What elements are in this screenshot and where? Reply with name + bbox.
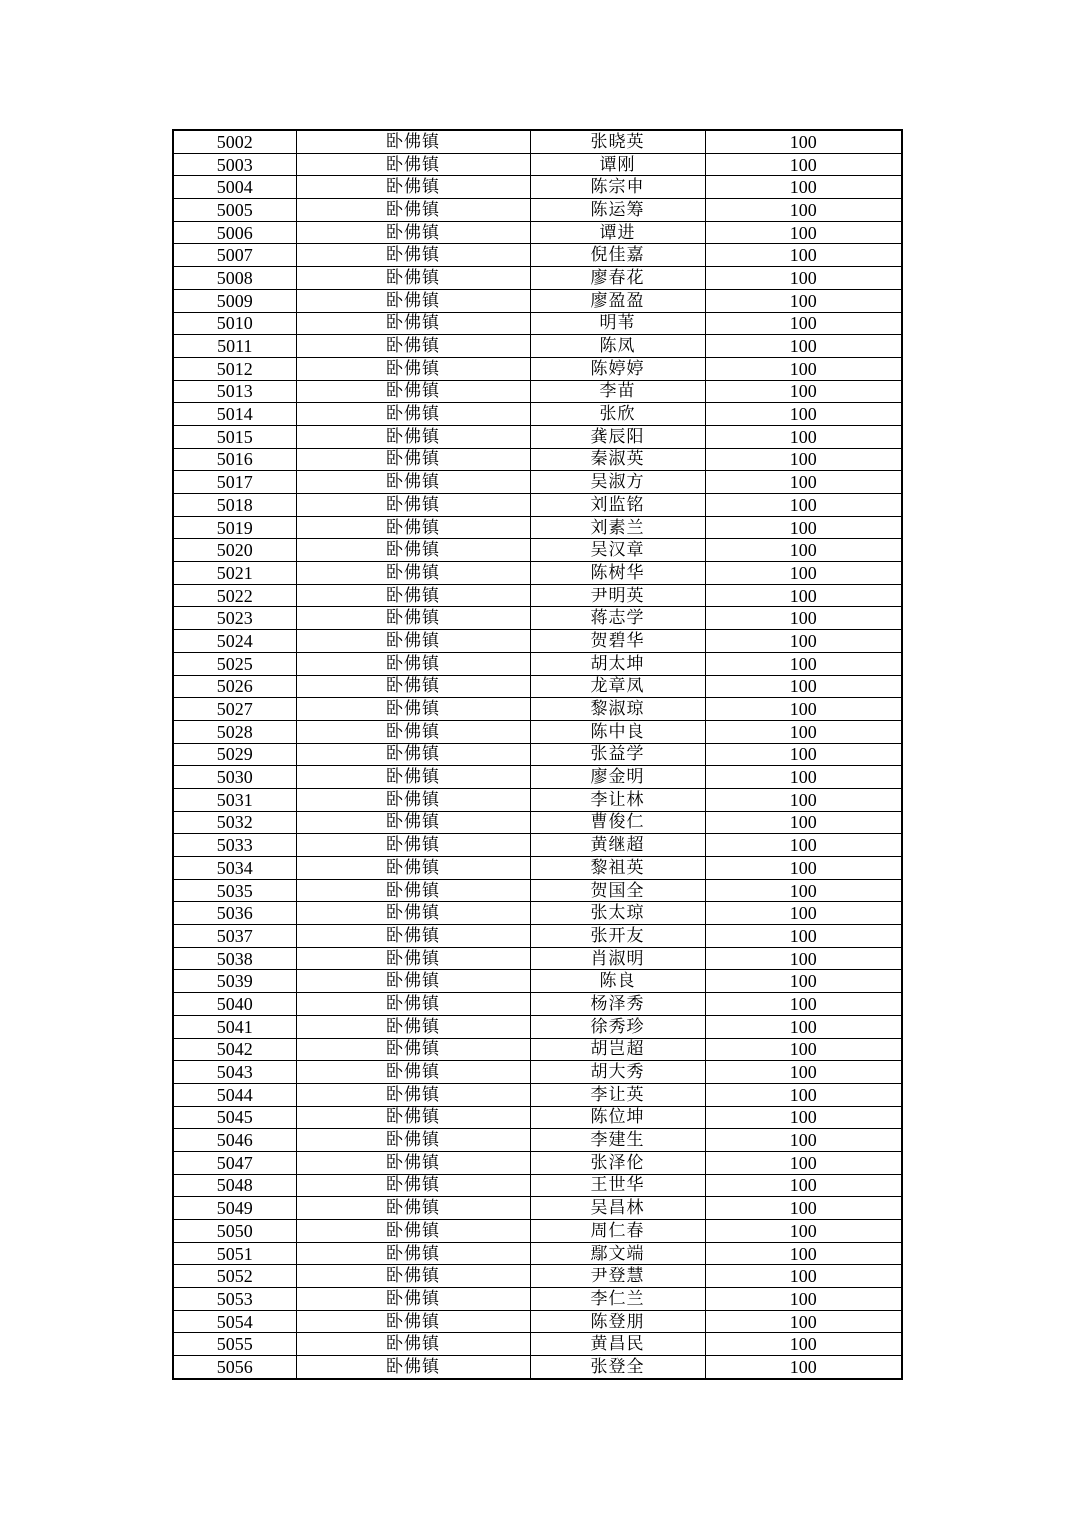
cell-amount: 100	[705, 516, 902, 539]
cell-town: 卧佛镇	[296, 1151, 530, 1174]
cell-town: 卧佛镇	[296, 1288, 530, 1311]
cell-amount: 100	[705, 1129, 902, 1152]
cell-amount: 100	[705, 811, 902, 834]
cell-amount: 100	[705, 448, 902, 471]
cell-town: 卧佛镇	[296, 425, 530, 448]
cell-name: 陈运筹	[530, 199, 705, 222]
cell-amount: 100	[705, 1265, 902, 1288]
cell-number: 5029	[173, 743, 296, 766]
cell-town: 卧佛镇	[296, 902, 530, 925]
table-row	[173, 947, 902, 970]
cell-town: 卧佛镇	[296, 720, 530, 743]
cell-amount: 100	[705, 1242, 902, 1265]
cell-amount: 100	[705, 1356, 902, 1379]
cell-number: 5003	[173, 153, 296, 176]
cell-amount: 100	[705, 289, 902, 312]
cell-name: 秦淑英	[530, 448, 705, 471]
cell-number: 5018	[173, 494, 296, 517]
cell-town: 卧佛镇	[296, 925, 530, 948]
cell-name: 廖金明	[530, 766, 705, 789]
table-row	[173, 380, 902, 403]
cell-number: 5017	[173, 471, 296, 494]
cell-name: 陈婷婷	[530, 357, 705, 380]
cell-amount: 100	[705, 312, 902, 335]
cell-name: 廖盈盈	[530, 289, 705, 312]
table-row	[173, 743, 902, 766]
table-row	[173, 766, 902, 789]
cell-number: 5006	[173, 221, 296, 244]
cell-number: 5039	[173, 970, 296, 993]
cell-town: 卧佛镇	[296, 1015, 530, 1038]
cell-amount: 100	[705, 380, 902, 403]
cell-amount: 100	[705, 743, 902, 766]
table-row	[173, 1015, 902, 1038]
table-row	[173, 471, 902, 494]
cell-name: 吴昌林	[530, 1197, 705, 1220]
cell-amount: 100	[705, 947, 902, 970]
cell-number: 5038	[173, 947, 296, 970]
table-row	[173, 970, 902, 993]
cell-name: 王世华	[530, 1174, 705, 1197]
cell-number: 5042	[173, 1038, 296, 1061]
cell-name: 徐秀珍	[530, 1015, 705, 1038]
cell-amount: 100	[705, 153, 902, 176]
table-row	[173, 652, 902, 675]
cell-amount: 100	[705, 1061, 902, 1084]
cell-town: 卧佛镇	[296, 380, 530, 403]
table-row	[173, 1197, 902, 1220]
table-row	[173, 1038, 902, 1061]
table-row	[173, 448, 902, 471]
cell-amount: 100	[705, 584, 902, 607]
cell-number: 5025	[173, 652, 296, 675]
table-row	[173, 1356, 902, 1379]
cell-name: 黄昌民	[530, 1333, 705, 1356]
cell-number: 5048	[173, 1174, 296, 1197]
table-row	[173, 153, 902, 176]
cell-town: 卧佛镇	[296, 743, 530, 766]
cell-number: 5022	[173, 584, 296, 607]
cell-number: 5054	[173, 1310, 296, 1333]
cell-number: 5005	[173, 199, 296, 222]
cell-town: 卧佛镇	[296, 947, 530, 970]
cell-name: 吴汉章	[530, 539, 705, 562]
cell-town: 卧佛镇	[296, 834, 530, 857]
cell-town: 卧佛镇	[296, 1265, 530, 1288]
cell-amount: 100	[705, 494, 902, 517]
cell-name: 谭刚	[530, 153, 705, 176]
cell-number: 5055	[173, 1333, 296, 1356]
cell-number: 5047	[173, 1151, 296, 1174]
cell-amount: 100	[705, 539, 902, 562]
cell-name: 张晓英	[530, 130, 705, 153]
cell-amount: 100	[705, 1197, 902, 1220]
cell-name: 李仁兰	[530, 1288, 705, 1311]
table-row	[173, 357, 902, 380]
cell-town: 卧佛镇	[296, 584, 530, 607]
table-row	[173, 698, 902, 721]
cell-amount: 100	[705, 199, 902, 222]
cell-town: 卧佛镇	[296, 1061, 530, 1084]
cell-town: 卧佛镇	[296, 1242, 530, 1265]
cell-amount: 100	[705, 720, 902, 743]
cell-number: 5044	[173, 1083, 296, 1106]
cell-name: 刘素兰	[530, 516, 705, 539]
cell-town: 卧佛镇	[296, 403, 530, 426]
cell-town: 卧佛镇	[296, 1310, 530, 1333]
cell-number: 5049	[173, 1197, 296, 1220]
table-row	[173, 630, 902, 653]
cell-town: 卧佛镇	[296, 652, 530, 675]
cell-town: 卧佛镇	[296, 630, 530, 653]
cell-town: 卧佛镇	[296, 1106, 530, 1129]
cell-number: 5043	[173, 1061, 296, 1084]
cell-amount: 100	[705, 1333, 902, 1356]
table-row	[173, 199, 902, 222]
table-row	[173, 1151, 902, 1174]
cell-name: 李建生	[530, 1129, 705, 1152]
table-row	[173, 494, 902, 517]
table-row	[173, 1220, 902, 1243]
cell-town: 卧佛镇	[296, 1197, 530, 1220]
cell-amount: 100	[705, 652, 902, 675]
table-row	[173, 1083, 902, 1106]
cell-town: 卧佛镇	[296, 675, 530, 698]
cell-amount: 100	[705, 267, 902, 290]
cell-name: 周仁春	[530, 1220, 705, 1243]
cell-amount: 100	[705, 857, 902, 880]
cell-town: 卧佛镇	[296, 698, 530, 721]
cell-amount: 100	[705, 698, 902, 721]
cell-amount: 100	[705, 357, 902, 380]
table-row	[173, 1333, 902, 1356]
cell-name: 龚辰阳	[530, 425, 705, 448]
cell-amount: 100	[705, 902, 902, 925]
cell-number: 5045	[173, 1106, 296, 1129]
table-row	[173, 335, 902, 358]
cell-number: 5004	[173, 176, 296, 199]
table-body	[173, 130, 902, 1379]
cell-number: 5028	[173, 720, 296, 743]
table-row	[173, 1265, 902, 1288]
cell-name: 陈位坤	[530, 1106, 705, 1129]
cell-number: 5033	[173, 834, 296, 857]
cell-number: 5007	[173, 244, 296, 267]
cell-town: 卧佛镇	[296, 788, 530, 811]
cell-name: 李让林	[530, 788, 705, 811]
cell-town: 卧佛镇	[296, 1129, 530, 1152]
table-row	[173, 425, 902, 448]
cell-amount: 100	[705, 1106, 902, 1129]
table-row	[173, 1310, 902, 1333]
cell-number: 5027	[173, 698, 296, 721]
cell-number: 5031	[173, 788, 296, 811]
cell-number: 5014	[173, 403, 296, 426]
cell-number: 5019	[173, 516, 296, 539]
cell-number: 5012	[173, 357, 296, 380]
cell-amount: 100	[705, 176, 902, 199]
cell-town: 卧佛镇	[296, 199, 530, 222]
cell-name: 张泽伦	[530, 1151, 705, 1174]
cell-amount: 100	[705, 1015, 902, 1038]
cell-town: 卧佛镇	[296, 879, 530, 902]
table-row	[173, 584, 902, 607]
table-row	[173, 403, 902, 426]
cell-number: 5024	[173, 630, 296, 653]
table-row	[173, 675, 902, 698]
cell-amount: 100	[705, 221, 902, 244]
cell-number: 5016	[173, 448, 296, 471]
cell-number: 5034	[173, 857, 296, 880]
cell-name: 尹登慧	[530, 1265, 705, 1288]
cell-town: 卧佛镇	[296, 176, 530, 199]
table-row	[173, 857, 902, 880]
table-row	[173, 562, 902, 585]
cell-town: 卧佛镇	[296, 857, 530, 880]
table-row	[173, 902, 902, 925]
cell-name: 黄继超	[530, 834, 705, 857]
cell-name: 张太琼	[530, 902, 705, 925]
table-row	[173, 539, 902, 562]
cell-number: 5051	[173, 1242, 296, 1265]
cell-town: 卧佛镇	[296, 471, 530, 494]
cell-name: 吴淑方	[530, 471, 705, 494]
cell-town: 卧佛镇	[296, 1083, 530, 1106]
cell-name: 明苇	[530, 312, 705, 335]
table-row	[173, 289, 902, 312]
table-row	[173, 312, 902, 335]
cell-name: 杨泽秀	[530, 993, 705, 1016]
cell-name: 胡太坤	[530, 652, 705, 675]
cell-name: 鄢文端	[530, 1242, 705, 1265]
cell-number: 5015	[173, 425, 296, 448]
cell-number: 5046	[173, 1129, 296, 1152]
cell-amount: 100	[705, 970, 902, 993]
table-row	[173, 244, 902, 267]
cell-town: 卧佛镇	[296, 993, 530, 1016]
cell-number: 5036	[173, 902, 296, 925]
cell-name: 黎淑琼	[530, 698, 705, 721]
table-row	[173, 879, 902, 902]
cell-number: 5020	[173, 539, 296, 562]
table-row	[173, 267, 902, 290]
table-row	[173, 993, 902, 1016]
cell-amount: 100	[705, 607, 902, 630]
cell-amount: 100	[705, 1038, 902, 1061]
cell-amount: 100	[705, 562, 902, 585]
cell-name: 陈登朋	[530, 1310, 705, 1333]
cell-town: 卧佛镇	[296, 494, 530, 517]
table-row	[173, 788, 902, 811]
cell-number: 5040	[173, 993, 296, 1016]
cell-amount: 100	[705, 834, 902, 857]
cell-amount: 100	[705, 471, 902, 494]
cell-amount: 100	[705, 1083, 902, 1106]
cell-town: 卧佛镇	[296, 289, 530, 312]
cell-town: 卧佛镇	[296, 335, 530, 358]
cell-number: 5009	[173, 289, 296, 312]
cell-town: 卧佛镇	[296, 539, 530, 562]
table-row	[173, 176, 902, 199]
cell-name: 张开友	[530, 925, 705, 948]
table-row	[173, 1129, 902, 1152]
cell-amount: 100	[705, 1174, 902, 1197]
cell-amount: 100	[705, 993, 902, 1016]
cell-name: 陈中良	[530, 720, 705, 743]
cell-name: 倪佳嘉	[530, 244, 705, 267]
cell-name: 胡岂超	[530, 1038, 705, 1061]
cell-name: 李让英	[530, 1083, 705, 1106]
cell-number: 5011	[173, 335, 296, 358]
table-row	[173, 221, 902, 244]
cell-name: 胡大秀	[530, 1061, 705, 1084]
table-row	[173, 1242, 902, 1265]
cell-number: 5021	[173, 562, 296, 585]
cell-amount: 100	[705, 925, 902, 948]
cell-number: 5008	[173, 267, 296, 290]
cell-town: 卧佛镇	[296, 221, 530, 244]
cell-name: 陈良	[530, 970, 705, 993]
cell-name: 廖春花	[530, 267, 705, 290]
cell-town: 卧佛镇	[296, 516, 530, 539]
cell-town: 卧佛镇	[296, 244, 530, 267]
cell-number: 5053	[173, 1288, 296, 1311]
cell-number: 5026	[173, 675, 296, 698]
cell-name: 陈宗申	[530, 176, 705, 199]
cell-number: 5023	[173, 607, 296, 630]
table-row	[173, 720, 902, 743]
data-table	[172, 129, 903, 1380]
cell-name: 张欣	[530, 403, 705, 426]
cell-number: 5041	[173, 1015, 296, 1038]
cell-name: 张登全	[530, 1356, 705, 1379]
cell-town: 卧佛镇	[296, 562, 530, 585]
table-row	[173, 130, 902, 153]
cell-name: 陈凤	[530, 335, 705, 358]
table-row	[173, 925, 902, 948]
cell-amount: 100	[705, 1288, 902, 1311]
cell-number: 5013	[173, 380, 296, 403]
cell-name: 李苗	[530, 380, 705, 403]
cell-amount: 100	[705, 335, 902, 358]
cell-number: 5050	[173, 1220, 296, 1243]
cell-name: 黎祖英	[530, 857, 705, 880]
cell-name: 蒋志学	[530, 607, 705, 630]
cell-town: 卧佛镇	[296, 153, 530, 176]
cell-number: 5010	[173, 312, 296, 335]
table-row	[173, 1106, 902, 1129]
cell-amount: 100	[705, 1151, 902, 1174]
cell-name: 曹俊仁	[530, 811, 705, 834]
cell-amount: 100	[705, 244, 902, 267]
table-row	[173, 811, 902, 834]
table-row	[173, 607, 902, 630]
cell-number: 5056	[173, 1356, 296, 1379]
table-row	[173, 1288, 902, 1311]
cell-number: 5002	[173, 130, 296, 153]
cell-amount: 100	[705, 879, 902, 902]
cell-name: 贺碧华	[530, 630, 705, 653]
cell-town: 卧佛镇	[296, 312, 530, 335]
cell-town: 卧佛镇	[296, 1174, 530, 1197]
cell-town: 卧佛镇	[296, 766, 530, 789]
cell-amount: 100	[705, 1220, 902, 1243]
cell-town: 卧佛镇	[296, 1333, 530, 1356]
cell-amount: 100	[705, 788, 902, 811]
cell-town: 卧佛镇	[296, 811, 530, 834]
cell-name: 谭进	[530, 221, 705, 244]
cell-town: 卧佛镇	[296, 448, 530, 471]
cell-number: 5035	[173, 879, 296, 902]
cell-name: 陈树华	[530, 562, 705, 585]
cell-name: 刘监铭	[530, 494, 705, 517]
cell-town: 卧佛镇	[296, 130, 530, 153]
table-row	[173, 1061, 902, 1084]
cell-town: 卧佛镇	[296, 267, 530, 290]
cell-town: 卧佛镇	[296, 1220, 530, 1243]
cell-name: 龙章凤	[530, 675, 705, 698]
table-row	[173, 834, 902, 857]
table-row	[173, 516, 902, 539]
cell-number: 5032	[173, 811, 296, 834]
cell-town: 卧佛镇	[296, 1038, 530, 1061]
cell-town: 卧佛镇	[296, 1356, 530, 1379]
cell-amount: 100	[705, 1310, 902, 1333]
cell-name: 张益学	[530, 743, 705, 766]
cell-amount: 100	[705, 403, 902, 426]
cell-number: 5030	[173, 766, 296, 789]
table-row	[173, 1174, 902, 1197]
cell-name: 尹明英	[530, 584, 705, 607]
cell-amount: 100	[705, 130, 902, 153]
cell-amount: 100	[705, 675, 902, 698]
cell-name: 肖淑明	[530, 947, 705, 970]
cell-number: 5037	[173, 925, 296, 948]
cell-amount: 100	[705, 630, 902, 653]
cell-town: 卧佛镇	[296, 357, 530, 380]
cell-town: 卧佛镇	[296, 970, 530, 993]
cell-town: 卧佛镇	[296, 607, 530, 630]
cell-amount: 100	[705, 766, 902, 789]
cell-number: 5052	[173, 1265, 296, 1288]
cell-amount: 100	[705, 425, 902, 448]
cell-name: 贺国全	[530, 879, 705, 902]
